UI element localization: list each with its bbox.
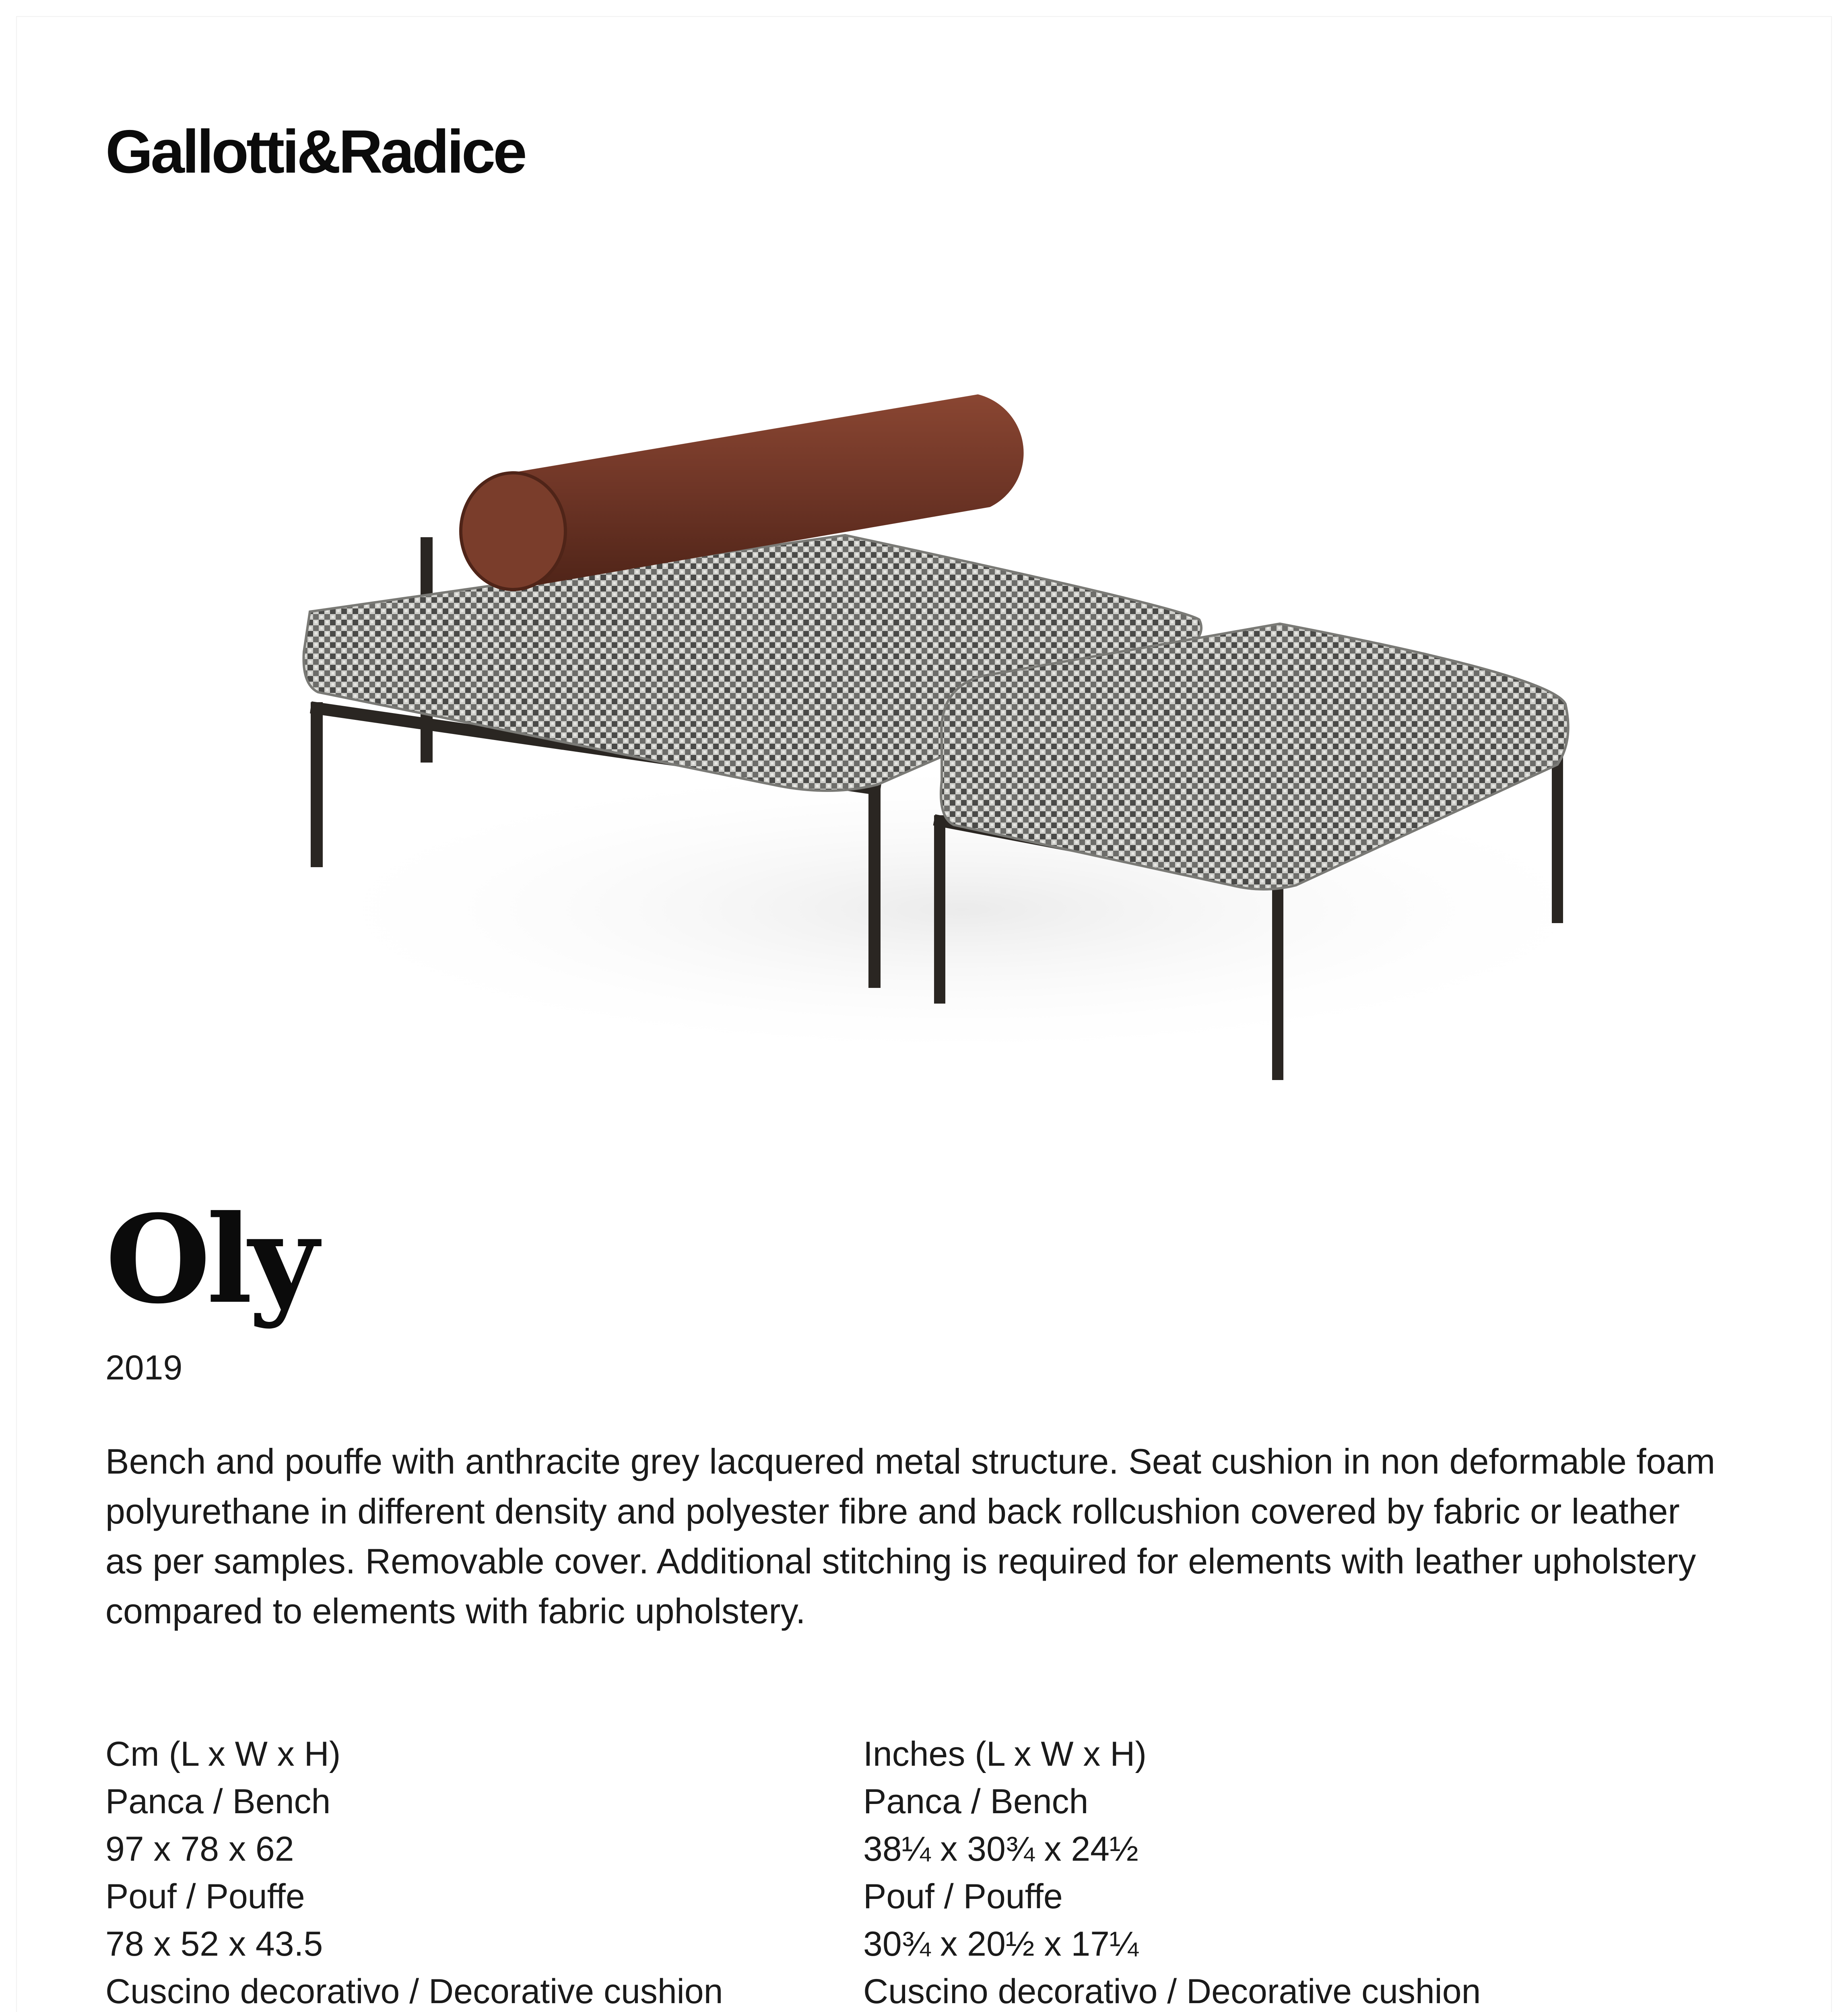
cushion-label-inches: Cuscino decorativo / Decorative cushion bbox=[863, 1972, 1481, 2011]
dimensions-inches-header: Inches (L x W x H) bbox=[863, 1735, 1147, 1773]
bench-label-cm: Panca / Bench bbox=[105, 1782, 331, 1821]
pouffe-value-inches: 30¾ x 20½ x 17¼ bbox=[863, 1925, 1138, 1963]
pouffe-label-inches: Pouf / Pouffe bbox=[863, 1877, 1063, 1916]
product-title: Oly bbox=[105, 1188, 315, 1330]
bench-and-pouffe-photo bbox=[217, 225, 1682, 1163]
dimensions-cm-header: Cm (L x W x H) bbox=[105, 1735, 341, 1773]
dimensions-cm bbox=[105, 1730, 723, 2012]
pouffe-label-cm: Pouf / Pouffe bbox=[105, 1877, 305, 1916]
bench-value-inches: 38¼ x 30¾ x 24½ bbox=[863, 1830, 1138, 1868]
product-year: 2019 bbox=[105, 1348, 183, 1387]
product-description: Bench and pouffe with anthracite grey lacquered metal structure. Seat cushion in non deformable foam polyurethane in different density and polyester fibre and back rollcushion covered by fabric or leather as per samples. Removable cover. Additional stitching is required for elements with leather upholstery compared to elements with fabric upholstery. bbox=[105, 1441, 1715, 1631]
cushion-label-cm: Cuscino decorativo / Decorative cushion bbox=[105, 1972, 723, 2011]
pouffe-value-cm: 78 x 52 x 43.5 bbox=[105, 1925, 323, 1963]
bench-label-inches: Panca / Bench bbox=[863, 1782, 1089, 1821]
brand-logo: Gallotti&Radice bbox=[105, 118, 525, 186]
dimensions-inches bbox=[863, 1730, 1481, 2012]
bench-value-cm: 97 x 78 x 62 bbox=[105, 1830, 294, 1868]
